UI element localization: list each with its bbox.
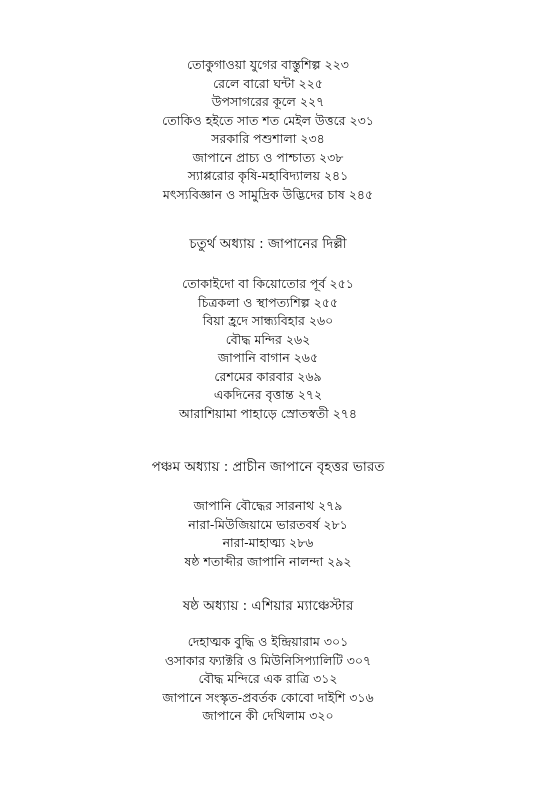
toc-entry: ষষ্ঠ শতাব্দীর জাপানি নালন্দা ২৯২ <box>184 553 352 569</box>
toc-entry: জাপানি বৌদ্ধের সারনাথ ২৭৯ <box>193 498 343 513</box>
toc-entry: একদিনের বৃত্তান্ত ২৭২ <box>213 387 323 402</box>
chapter-heading: ষষ্ঠ অধ্যায় : এশিয়ার ম্যাঞ্চেস্টার <box>182 598 354 614</box>
toc-entry: জাপানে কী দেখিলাম ৩২০ <box>202 708 334 723</box>
chapter-heading: চতুর্থ অধ্যায় : জাপানের দিল্লী <box>189 236 347 252</box>
toc-entry: নারা-মিউজিয়ামে ভারতবর্ষ ২৮১ <box>188 516 348 532</box>
toc-entry: স্যাপ্পরোর কৃষি-মহাবিদ্যালয় ২৪১ <box>187 168 349 183</box>
toc-section-chapter-4 <box>0 275 536 423</box>
toc-entry: ওসাকার ফ্যাক্টরি ও মিউনিসিপ্যালিটি ৩০৭ <box>164 652 372 668</box>
toc-entry: তোকিও হইতে সাত শত মেইল উত্তরে ২৩১ <box>162 112 374 128</box>
toc-section-chapter-6 <box>0 633 536 726</box>
toc-section-chapter-5 <box>0 497 536 571</box>
toc-entry: বৌদ্ধ মন্দির ২৬২ <box>225 331 311 347</box>
toc-entry: বৌদ্ধ মন্দিরে এক রাত্রি ৩১২ <box>198 671 338 686</box>
toc-entry: সরকারি পশুশালা ২৩৪ <box>211 131 325 146</box>
toc-entry: তোকুগাওয়া যুগের বাস্তুশিল্প ২২৩ <box>187 57 349 72</box>
toc-entry: রেলে বারো ঘন্টা ২২৫ <box>213 75 323 91</box>
toc-entry: জাপানি বাগান ২৬৫ <box>217 350 319 365</box>
toc-entry: উপসাগরের কূলে ২২৭ <box>211 94 325 109</box>
toc-entry: জাপানে প্রাচ্য ও পাশ্চাত্য ২৩৮ <box>192 149 344 165</box>
toc-entry: জাপানে সংস্কৃত-প্রবর্তক কোবো দাইশি ৩১৬ <box>162 689 374 705</box>
toc-entry: চিত্রকলা ও স্থাপত্যশিল্প ২৫৫ <box>198 294 338 310</box>
toc-entry: বিয়া হ্রদে সান্ধ্যবিহার ২৬০ <box>202 313 334 328</box>
toc-entry: আরাশিয়ামা পাহাড়ে স্রোতস্বতী ২৭৪ <box>178 405 358 421</box>
toc-entry: তোকাইদো বা কিয়োতোর পূর্ব ২৫১ <box>182 276 354 291</box>
toc-entry: দেহাত্মক বুদ্ধি ও ইন্দ্রিয়ারাম ৩০১ <box>187 634 349 649</box>
toc-entry: রেশমের কারবার ২৬৯ <box>214 368 322 384</box>
toc-section-continued <box>0 56 536 204</box>
chapter-heading: পঞ্চম অধ্যায় : প্রাচীন জাপানে বৃহত্তর ভারত <box>151 459 385 475</box>
toc-entry: নারা-মাহাত্ম্য ২৮৬ <box>222 535 314 550</box>
toc-entry: মৎস্যবিজ্ঞান ও সামুদ্রিক উদ্ভিদের চাষ ২৪৫ <box>162 186 374 202</box>
